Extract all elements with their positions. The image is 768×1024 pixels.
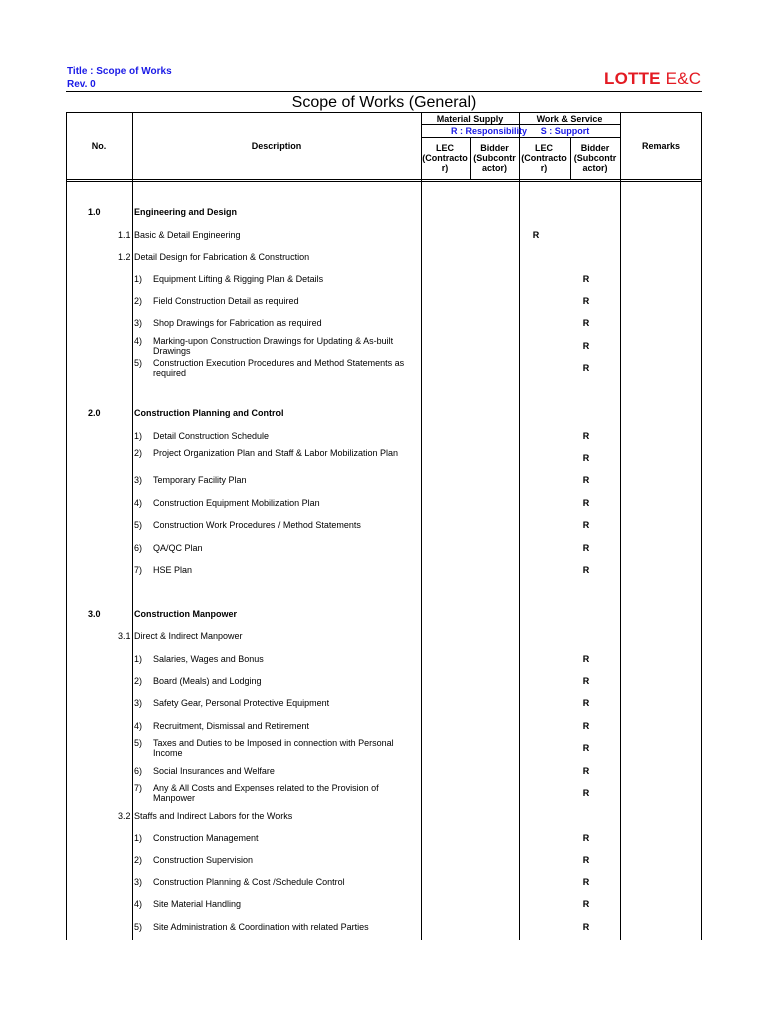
row-item-index: 4) [134, 899, 143, 909]
responsibility-mark: R [582, 899, 590, 909]
col-divider-work [620, 112, 621, 940]
row-item-index: 2) [134, 855, 143, 865]
row-description: Staffs and Indirect Labors for the Works [134, 811, 293, 821]
row-description: Social Insurances and Welfare [153, 766, 275, 776]
row-item-index: 1) [134, 654, 143, 664]
row-description: Construction Planning and Control [134, 408, 284, 418]
responsibility-mark: R [582, 318, 590, 328]
col-header-lec-work: LEC (Contracto r) [521, 143, 567, 173]
row-item-index: 5) [134, 358, 143, 368]
col-header-bidder-work: Bidder (Subcontr actor) [573, 143, 617, 173]
legend-responsibility: R : Responsibility [450, 126, 527, 136]
row-number: 2.0 [88, 408, 101, 418]
row-item-index: 5) [134, 520, 143, 530]
responsibility-mark: R [582, 520, 590, 530]
header-line-bottom [66, 179, 702, 180]
row-description: Equipment Lifting & Rigging Plan & Details [153, 274, 324, 284]
responsibility-mark: R [582, 855, 590, 865]
col-header-lec-material: LEC (Contracto r) [422, 143, 468, 173]
responsibility-mark: R [582, 296, 590, 306]
row-description: Construction Planning & Cost /Schedule Control [153, 877, 345, 887]
row-description: Detail Construction Schedule [153, 431, 270, 441]
responsibility-mark: R [582, 363, 590, 373]
row-item-index: 1) [134, 431, 143, 441]
row-item-index: 3) [134, 318, 143, 328]
header-line-legend [421, 137, 620, 138]
responsibility-mark: R [582, 877, 590, 887]
row-number: 1.2 [118, 252, 131, 262]
col-header-bidder-material: Bidder (Subcontr actor) [473, 143, 516, 173]
col-header-no: No. [91, 141, 107, 151]
row-description: Recruitment, Dismissal and Retirement [153, 721, 310, 731]
responsibility-mark: R [582, 922, 590, 932]
col-header-work-service: Work & Service [536, 114, 603, 124]
row-description: Site Material Handling [153, 899, 242, 909]
responsibility-mark: R [582, 676, 590, 686]
row-description: Construction Equipment Mobilization Plan [153, 498, 320, 508]
responsibility-mark: R [582, 498, 590, 508]
responsibility-mark: R [582, 654, 590, 664]
row-item-index: 3) [134, 877, 143, 887]
company-logo [604, 69, 701, 89]
row-item-index: 1) [134, 274, 143, 284]
table-border-top [66, 112, 702, 113]
row-description: Basic & Detail Engineering [134, 230, 241, 240]
row-description: Temporary Facility Plan [153, 475, 247, 485]
logo-main: LOTTE [604, 69, 661, 88]
row-number: 1.0 [88, 207, 101, 217]
row-item-index: 5) [134, 738, 143, 748]
row-item-index: 1) [134, 833, 143, 843]
row-description: Taxes and Duties to be Imposed in connection with Personal Income [153, 738, 394, 758]
row-item-index: 5) [134, 922, 143, 932]
row-item-index: 3) [134, 475, 143, 485]
col-divider-material [519, 112, 520, 940]
responsibility-mark: R [582, 431, 590, 441]
row-description: Shop Drawings for Fabrication as required [153, 318, 322, 328]
responsibility-mark: R [582, 698, 590, 708]
table-border-right [701, 112, 702, 940]
responsibility-mark: R [582, 721, 590, 731]
row-description: Construction Work Procedures / Method Statements [153, 520, 361, 530]
legend-support: S : Support [540, 126, 590, 136]
row-description: Engineering and Design [134, 207, 238, 217]
col-header-remarks: Remarks [641, 141, 681, 151]
row-item-index: 2) [134, 676, 143, 686]
col-header-material-supply: Material Supply [436, 114, 504, 124]
row-item-index: 4) [134, 498, 143, 508]
row-item-index: 2) [134, 296, 143, 306]
responsibility-mark: R [582, 274, 590, 284]
row-description: Detail Design for Fabrication & Construction [134, 252, 310, 262]
logo-tail: E&C [665, 69, 702, 88]
row-description: Board (Meals) and Lodging [153, 676, 262, 686]
row-description: Site Administration & Coordination with related Parties [153, 922, 369, 932]
responsibility-mark: R [582, 475, 590, 485]
responsibility-mark: R [582, 788, 590, 798]
row-description: Construction Manpower [134, 609, 237, 619]
row-item-index: 7) [134, 783, 143, 793]
responsibility-mark: R [582, 341, 590, 351]
responsibility-mark: R [582, 543, 590, 553]
row-description: Construction Supervision [153, 855, 254, 865]
row-item-index: 4) [134, 721, 143, 731]
row-number: 3.0 [88, 609, 101, 619]
row-item-index: 6) [134, 766, 143, 776]
responsibility-mark: R [582, 833, 590, 843]
header-divider [66, 91, 702, 92]
row-item-index: 3) [134, 698, 143, 708]
row-item-index: 4) [134, 336, 143, 346]
row-number: 1.1 [118, 230, 131, 240]
row-number: 3.1 [118, 631, 131, 641]
row-description: Project Organization Plan and Staff & Labor Mobilization Plan [153, 448, 398, 458]
row-description: Construction Execution Procedures and Method Statements as required [153, 358, 405, 378]
row-item-index: 7) [134, 565, 143, 575]
col-header-description: Description [251, 141, 302, 151]
responsibility-mark: R [582, 565, 590, 575]
row-description: Any & All Costs and Expenses related to the Provision of Manpower [153, 783, 379, 803]
row-item-index: 6) [134, 543, 143, 553]
col-divider-no [132, 112, 133, 940]
row-description: QA/QC Plan [153, 543, 203, 553]
row-item-index: 2) [134, 448, 143, 458]
responsibility-mark: R [582, 743, 590, 753]
responsibility-mark: R [532, 230, 540, 240]
row-description: Field Construction Detail as required [153, 296, 299, 306]
row-description: Marking-upon Construction Drawings for Updating & As-built Drawings [153, 336, 394, 356]
table-border-left [66, 112, 67, 940]
doc-revision: Rev. 0 [67, 79, 96, 90]
row-description: Construction Management [153, 833, 259, 843]
page-title: Scope of Works (General) [291, 94, 477, 111]
row-number: 3.2 [118, 811, 131, 821]
responsibility-mark: R [582, 453, 590, 463]
doc-header-info [67, 65, 172, 91]
row-description: Direct & Indirect Manpower [134, 631, 243, 641]
row-description: HSE Plan [153, 565, 193, 575]
responsibility-mark: R [582, 766, 590, 776]
header-line-bottom-double [66, 181, 702, 182]
row-description: Salaries, Wages and Bonus [153, 654, 264, 664]
header-line-group [421, 124, 620, 125]
doc-title-line: Title : Scope of Works [67, 66, 172, 77]
row-description: Safety Gear, Personal Protective Equipment [153, 698, 330, 708]
